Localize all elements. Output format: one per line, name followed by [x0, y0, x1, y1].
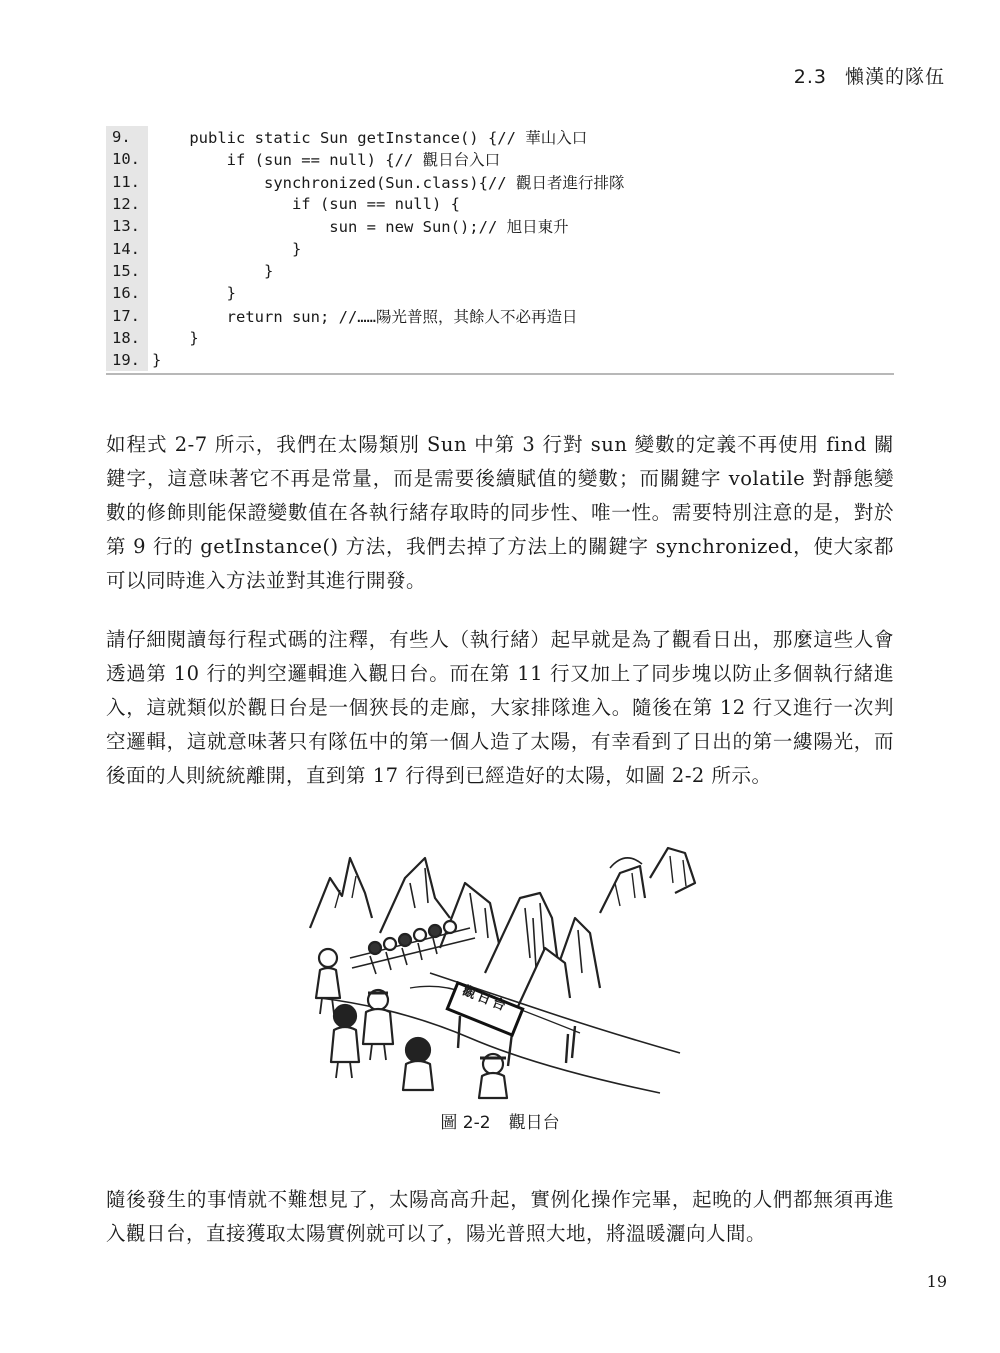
code-line: [106, 327, 894, 349]
code-line: [106, 349, 894, 371]
code-line: [106, 260, 894, 282]
code-text: if (sun == null) {// 觀日台入口: [152, 151, 501, 170]
section-title: 懶漢的隊伍: [844, 66, 945, 88]
code-text: sun = new Sun();// 旭日東升: [152, 218, 569, 237]
code-text: }: [152, 328, 199, 347]
body-paragraph: 請仔細閱讀每行程式碼的注釋，有些人（執行緒）起早就是為了觀看日出，那麼這些人會透過第 10 行的判空邏輯進入觀日台。而在第 11 行又加上了同步塊以防止多個執行緒進入，這就類似於觀日台是一個狹長的走廊，大家排隊進入。隨後在第 12 行又進行一次判空邏輯，這就意味著只有隊伍中的第一個人造了太陽，有幸看到了日出的第一縷陽光，而後面的人則統統離開，直到第 17 行得到已經造好的太陽，如圖 2-2 所示。: [106, 627, 894, 788]
code-line: [106, 126, 894, 148]
code-text: public static Sun getInstance() {// 華山入口: [152, 129, 588, 148]
illustration-drawing: [290, 838, 715, 1100]
code-line: [106, 215, 894, 237]
sign-label: 觀日台: [460, 983, 511, 1016]
code-text: }: [152, 351, 162, 370]
figure-title: 觀日台: [508, 1113, 560, 1133]
line-number: 16.: [106, 282, 148, 304]
line-number: 14.: [106, 237, 148, 259]
running-header: [794, 62, 945, 89]
code-text: }: [152, 261, 274, 280]
body-paragraph: 隨後發生的事情就不難想見了，太陽高高升起，實例化操作完畢，起晚的人們都無須再進入觀日台，直接獲取太陽實例就可以了，陽光普照大地，將溫暖灑向人間。: [106, 1187, 894, 1245]
page-number: 19: [926, 1272, 947, 1291]
line-number: 12.: [106, 193, 148, 215]
code-text: }: [152, 284, 236, 303]
code-listing: [106, 126, 894, 375]
figure-caption: [0, 1108, 1000, 1133]
body-paragraph: 如程式 2-7 所示，我們在太陽類別 Sun 中第 3 行對 sun 變數的定義不再使用 find 關鍵字，這意味著它不再是常量，而是需要後續賦值的變數；而關鍵字 volatile 對靜態變數的修飾則能保證變數值在各執行緒存取時的同步性、唯一性。需要特別注意的是，對於第 9 行的 getInstance() 方法，我們去掉了方法上的關鍵字 synchronized，使大家都可以同時進入方法並對其進行開發。: [106, 432, 894, 593]
line-number: 10.: [106, 148, 148, 170]
sunrise-platform-illustration: [290, 838, 715, 1100]
code-text: if (sun == null) {: [152, 195, 460, 214]
line-number: 11.: [106, 171, 148, 193]
section-number: 2.3: [793, 66, 827, 88]
line-number: 13.: [106, 215, 148, 237]
code-text: }: [152, 239, 302, 258]
figure-number: 圖 2-2: [440, 1113, 491, 1133]
code-line: [106, 193, 894, 215]
line-number: 19.: [106, 349, 148, 371]
code-line: [106, 171, 894, 193]
code-line: [106, 304, 894, 326]
code-text: return sun; //……陽光普照，其餘人不必再造日: [152, 307, 578, 326]
line-number: 18.: [106, 327, 148, 349]
code-line: [106, 282, 894, 304]
code-line: [106, 148, 894, 170]
line-number: 9.: [106, 126, 148, 148]
line-number: 15.: [106, 260, 148, 282]
code-text: synchronized(Sun.class){// 觀日者進行排隊: [152, 173, 625, 192]
code-line: [106, 237, 894, 259]
line-number: 17.: [106, 304, 148, 326]
